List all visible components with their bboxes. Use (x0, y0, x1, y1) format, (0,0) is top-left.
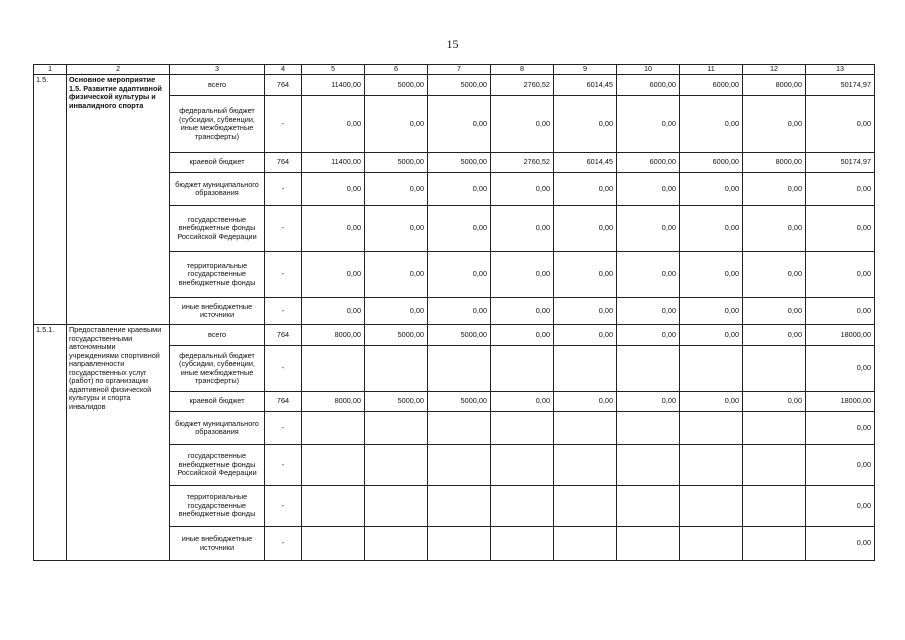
funding-source: иные внебюджетные источники (170, 298, 265, 325)
year-value: 0,00 (491, 206, 554, 252)
header-cell: 13 (806, 65, 875, 75)
year-value: 5000,00 (365, 392, 428, 412)
funding-source: территориальные государственные внебюджетные фонды (170, 252, 265, 298)
year-value: 2760,52 (491, 153, 554, 173)
measure-name: Предоставление краевыми государственными автономными учреждениями спортивной направленности государственных услуг (работ) по организации адаптивной физической культуры и спорта инвалидов (67, 325, 170, 561)
year-value (365, 346, 428, 392)
year-value (302, 486, 365, 527)
year-value (680, 412, 743, 445)
admin-code: - (265, 527, 302, 561)
page-number: 15 (446, 37, 459, 51)
year-value: 0,00 (554, 252, 617, 298)
year-value (617, 412, 680, 445)
funding-source: всего (170, 325, 265, 346)
year-value: 5000,00 (365, 75, 428, 96)
year-value (365, 527, 428, 561)
admin-code: - (265, 412, 302, 445)
year-value: 0,00 (743, 392, 806, 412)
total-value: 0,00 (806, 252, 875, 298)
header-cell: 6 (365, 65, 428, 75)
year-value: 6014,45 (554, 153, 617, 173)
year-value: 0,00 (554, 96, 617, 153)
year-value (428, 445, 491, 486)
total-value: 0,00 (806, 96, 875, 153)
admin-code: 764 (265, 392, 302, 412)
admin-code: - (265, 96, 302, 153)
header-cell: 9 (554, 65, 617, 75)
year-value: 0,00 (365, 252, 428, 298)
funding-source: бюджет муниципального образования (170, 412, 265, 445)
year-value: 0,00 (428, 96, 491, 153)
year-value: 0,00 (743, 298, 806, 325)
measure-name: Основное мероприятие 1.5. Развитие адаптивной физической культуры и инвалидного спорта (67, 75, 170, 325)
year-value: 5000,00 (428, 75, 491, 96)
total-value: 0,00 (806, 173, 875, 206)
admin-code: - (265, 445, 302, 486)
year-value: 5000,00 (428, 392, 491, 412)
year-value (617, 445, 680, 486)
year-value: 0,00 (491, 325, 554, 346)
header-cell: 12 (743, 65, 806, 75)
header-cell: 10 (617, 65, 680, 75)
year-value: 0,00 (743, 96, 806, 153)
total-value: 0,00 (806, 445, 875, 486)
funding-source: территориальные государственные внебюджетные фонды (170, 486, 265, 527)
admin-code: - (265, 173, 302, 206)
year-value (428, 412, 491, 445)
year-value (428, 527, 491, 561)
header-cell: 3 (170, 65, 265, 75)
total-value: 0,00 (806, 206, 875, 252)
year-value (554, 527, 617, 561)
year-value (617, 486, 680, 527)
year-value: 0,00 (302, 96, 365, 153)
year-value (491, 346, 554, 392)
year-value: 0,00 (680, 96, 743, 153)
year-value (302, 445, 365, 486)
year-value (743, 412, 806, 445)
admin-code: - (265, 252, 302, 298)
year-value: 5000,00 (428, 325, 491, 346)
year-value: 0,00 (743, 173, 806, 206)
year-value: 0,00 (743, 206, 806, 252)
year-value (302, 412, 365, 445)
year-value: 11400,00 (302, 153, 365, 173)
year-value (554, 445, 617, 486)
year-value: 0,00 (365, 96, 428, 153)
funding-source: бюджет муниципального образования (170, 173, 265, 206)
header-cell: 7 (428, 65, 491, 75)
year-value: 8000,00 (743, 75, 806, 96)
admin-code: 764 (265, 75, 302, 96)
funding-source: всего (170, 75, 265, 96)
year-value: 0,00 (680, 206, 743, 252)
total-value: 0,00 (806, 486, 875, 527)
year-value: 0,00 (554, 325, 617, 346)
year-value: 6000,00 (680, 153, 743, 173)
total-value: 0,00 (806, 527, 875, 561)
year-value (617, 346, 680, 392)
year-value: 0,00 (365, 298, 428, 325)
year-value: 0,00 (617, 173, 680, 206)
year-value: 0,00 (617, 206, 680, 252)
year-value: 0,00 (491, 96, 554, 153)
year-value: 0,00 (302, 252, 365, 298)
year-value (302, 346, 365, 392)
year-value (491, 412, 554, 445)
header-cell: 5 (302, 65, 365, 75)
year-value (743, 445, 806, 486)
table-row (34, 75, 875, 96)
header-cell: 8 (491, 65, 554, 75)
header-row (34, 65, 875, 75)
funding-source: федеральный бюджет (субсидии, субвенции, иные межбюджетные трансферты) (170, 346, 265, 392)
admin-code: - (265, 206, 302, 252)
year-value: 5000,00 (428, 153, 491, 173)
measure-code: 1.5. (34, 75, 67, 325)
year-value: 0,00 (491, 298, 554, 325)
year-value (743, 346, 806, 392)
year-value (617, 527, 680, 561)
funding-source: государственные внебюджетные фонды Российской Федерации (170, 206, 265, 252)
total-value: 18000,00 (806, 325, 875, 346)
year-value: 5000,00 (365, 153, 428, 173)
year-value (743, 486, 806, 527)
year-value (365, 445, 428, 486)
year-value: 0,00 (491, 392, 554, 412)
year-value: 0,00 (680, 325, 743, 346)
year-value: 0,00 (680, 173, 743, 206)
year-value (554, 412, 617, 445)
budget-table (33, 64, 875, 561)
year-value: 6000,00 (680, 75, 743, 96)
funding-source: федеральный бюджет (субсидии, субвенции, иные межбюджетные трансферты) (170, 96, 265, 153)
year-value (428, 346, 491, 392)
year-value (428, 486, 491, 527)
total-value: 0,00 (806, 298, 875, 325)
year-value: 0,00 (617, 252, 680, 298)
year-value (680, 445, 743, 486)
year-value (365, 412, 428, 445)
year-value: 6000,00 (617, 153, 680, 173)
year-value: 0,00 (302, 206, 365, 252)
admin-code: - (265, 486, 302, 527)
year-value: 0,00 (491, 173, 554, 206)
year-value: 0,00 (680, 298, 743, 325)
year-value: 0,00 (365, 173, 428, 206)
year-value: 0,00 (428, 173, 491, 206)
year-value: 0,00 (491, 252, 554, 298)
funding-source: иные внебюджетные источники (170, 527, 265, 561)
year-value: 0,00 (743, 252, 806, 298)
year-value (680, 486, 743, 527)
header-cell: 4 (265, 65, 302, 75)
year-value: 0,00 (617, 325, 680, 346)
year-value: 0,00 (680, 392, 743, 412)
year-value: 6000,00 (617, 75, 680, 96)
year-value (491, 527, 554, 561)
admin-code: 764 (265, 325, 302, 346)
total-value: 0,00 (806, 346, 875, 392)
year-value: 0,00 (617, 392, 680, 412)
year-value: 11400,00 (302, 75, 365, 96)
year-value: 0,00 (554, 392, 617, 412)
year-value (680, 346, 743, 392)
year-value (554, 486, 617, 527)
year-value: 0,00 (617, 298, 680, 325)
total-value: 50174,97 (806, 153, 875, 173)
year-value: 0,00 (428, 252, 491, 298)
year-value (302, 527, 365, 561)
measure-code: 1.5.1. (34, 325, 67, 561)
header-cell: 2 (67, 65, 170, 75)
year-value (491, 486, 554, 527)
year-value: 0,00 (302, 173, 365, 206)
table-row (34, 325, 875, 346)
year-value: 8000,00 (302, 325, 365, 346)
header-cell: 11 (680, 65, 743, 75)
funding-source: государственные внебюджетные фонды Российской Федерации (170, 445, 265, 486)
year-value (365, 486, 428, 527)
year-value (491, 445, 554, 486)
year-value: 0,00 (554, 173, 617, 206)
total-value: 50174,97 (806, 75, 875, 96)
year-value: 0,00 (617, 96, 680, 153)
year-value: 0,00 (554, 298, 617, 325)
year-value: 0,00 (680, 252, 743, 298)
funding-source: краевой бюджет (170, 392, 265, 412)
total-value: 18000,00 (806, 392, 875, 412)
year-value: 0,00 (302, 298, 365, 325)
year-value: 0,00 (743, 325, 806, 346)
year-value (680, 527, 743, 561)
year-value (554, 346, 617, 392)
year-value (743, 527, 806, 561)
year-value: 0,00 (554, 206, 617, 252)
year-value: 8000,00 (302, 392, 365, 412)
year-value: 2760,52 (491, 75, 554, 96)
funding-source: краевой бюджет (170, 153, 265, 173)
admin-code: - (265, 298, 302, 325)
year-value: 6014,45 (554, 75, 617, 96)
admin-code: - (265, 346, 302, 392)
admin-code: 764 (265, 153, 302, 173)
year-value: 0,00 (428, 298, 491, 325)
total-value: 0,00 (806, 412, 875, 445)
year-value: 8000,00 (743, 153, 806, 173)
header-cell: 1 (34, 65, 67, 75)
year-value: 5000,00 (365, 325, 428, 346)
year-value: 0,00 (365, 206, 428, 252)
year-value: 0,00 (428, 206, 491, 252)
